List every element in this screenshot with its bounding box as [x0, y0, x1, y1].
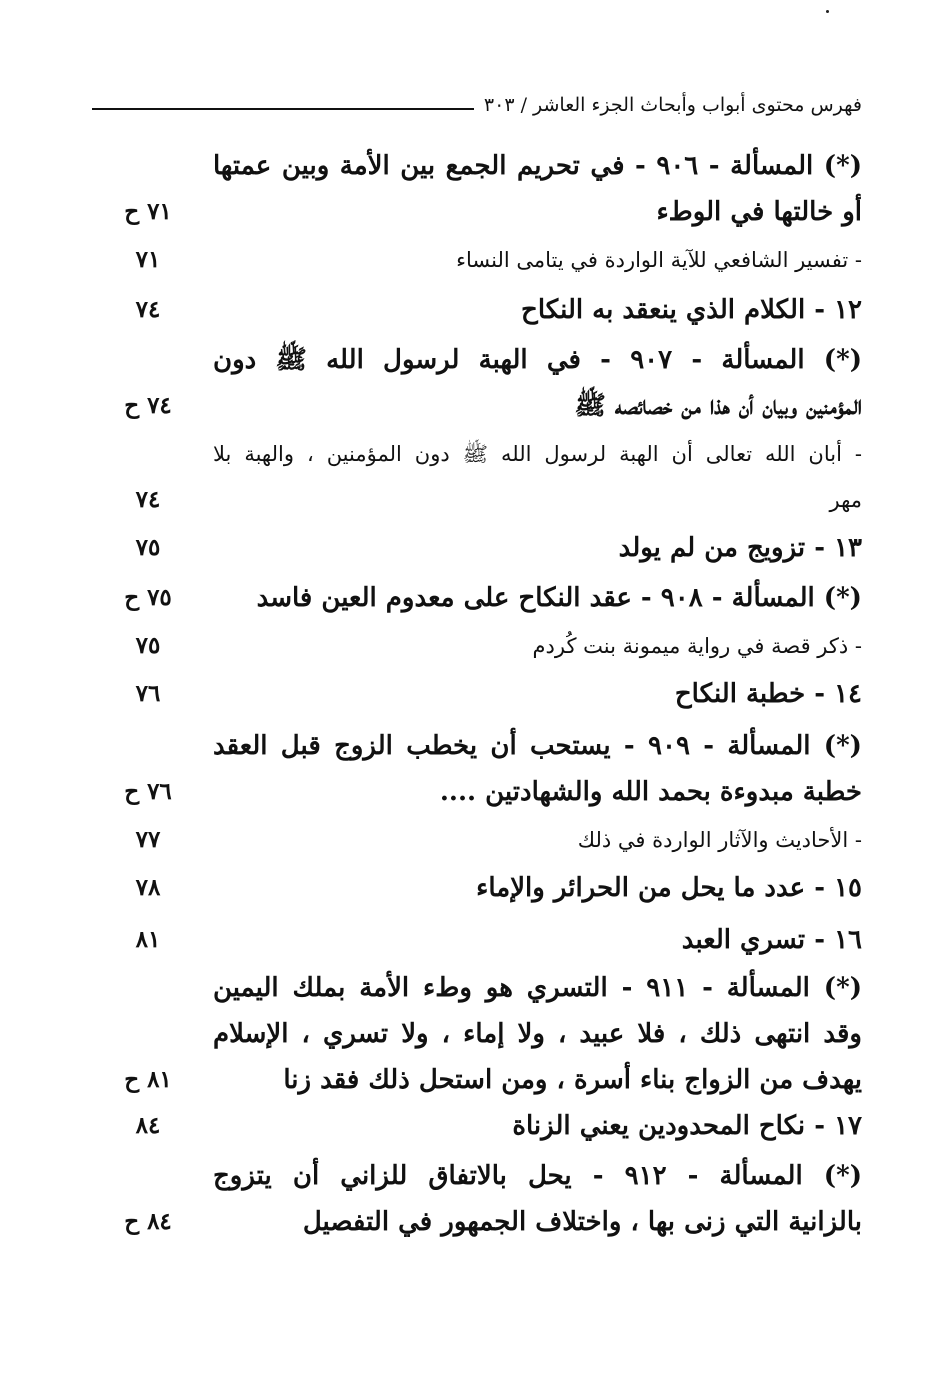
toc-entry: [0, 240, 949, 290]
toc-entry: [0, 1202, 949, 1252]
toc-entry-text: (*) المسألة - ٩١٢ - يحل بالاتفاق للزاني أن يتزوج: [213, 1161, 862, 1191]
speck-mark: [826, 10, 829, 13]
toc-entry-text: - الأحاديث والآثار الواردة في ذلك: [577, 828, 862, 852]
toc-page-number: ٧٤: [135, 486, 161, 513]
header-title: فهرس محتوى أبواب وأبحاث الجزء العاشر / ٣٠٣: [474, 94, 862, 116]
toc-entry-text: يهدف من الزواج بناء أسرة ، ومن استحل ذلك فقد زنا: [283, 1065, 862, 1095]
toc-page-number: ٨١: [135, 926, 161, 953]
toc-entry-text: - ذكر قصة في رواية ميمونة بنت كُردم: [532, 634, 862, 658]
toc-entry: [0, 146, 949, 196]
toc-entry: [0, 340, 949, 390]
toc-entry: [0, 726, 949, 776]
toc-entry-text: - تفسير الشافعي للآية الواردة في يتامى النساء: [456, 248, 862, 272]
toc-entry: [0, 1014, 949, 1064]
toc-page-number: ٧٨: [135, 874, 161, 901]
toc-entry: [0, 820, 949, 870]
toc-entry: [0, 528, 949, 578]
toc-entry-text: ١٣ - تزويج من لم يولد: [618, 533, 862, 563]
toc-entry-text: (*) المسألة - ٩١١ - التسري هو وطء الأمة بملك اليمين: [213, 973, 862, 1003]
toc-entry-text: - أبان الله تعالى أن الهبة لرسول الله ﷺ دون المؤمنين ، والهبة بلا: [213, 442, 862, 466]
toc-entry: [0, 868, 949, 918]
toc-entry: [0, 192, 949, 242]
toc-page-number: ٧٤ ح: [124, 392, 172, 419]
toc-page-number: ٧١: [135, 246, 161, 273]
toc-page-number: ٧٥: [135, 632, 161, 659]
toc-entry-text: ١٤ - خطبة النكاح: [674, 679, 862, 709]
toc-entry: [0, 386, 949, 436]
toc-entry: [0, 1060, 949, 1110]
toc-entry: [0, 1156, 949, 1206]
toc-entry: [0, 480, 949, 530]
toc-page-number: ٧٦ ح: [124, 778, 172, 805]
toc-page-number: ٧٦: [135, 680, 161, 707]
toc-page-number: ٨٤: [135, 1112, 161, 1139]
toc-entry-text: مهر: [829, 488, 862, 512]
toc-entry: [0, 290, 949, 340]
toc-entry: [0, 1106, 949, 1156]
toc-entry: [0, 626, 949, 676]
toc-entry-text: (*) المسألة - ٩٠٨ - عقد النكاح على معدوم العين فاسد: [256, 583, 862, 613]
toc-entry-text: خطبة مبدوءة بحمد الله والشهادتين ....: [439, 777, 862, 807]
toc-entry: [0, 772, 949, 822]
toc-entry: [0, 920, 949, 970]
toc-entry-text: وقد انتهى ذلك ، فلا عبيد ، ولا إماء ، ولا تسري ، الإسلام: [213, 1019, 862, 1049]
toc-entry-text: (*) المسألة - ٩٠٧ - في الهبة لرسول الله ﷺ دون: [213, 345, 862, 375]
toc-entry: [0, 434, 949, 484]
toc-entry-text: المؤمنين وبيان أن هذا من خصائصه ﷺ: [574, 391, 862, 421]
toc-entry-text: ١٢ - الكلام الذي ينعقد به النكاح: [521, 295, 862, 325]
toc-entry-text: ١٧ - نكاح المحدودين يعني الزناة: [512, 1111, 862, 1141]
toc-entry-text: ١٦ - تسري العبد: [681, 925, 862, 955]
toc-page-number: ٧٥ ح: [124, 584, 172, 611]
running-header: [92, 96, 862, 120]
toc-page-number: ٧٤: [135, 296, 161, 323]
toc-page-number: ٧٧: [135, 826, 161, 853]
toc-entry: [0, 578, 949, 628]
toc-entry: [0, 674, 949, 724]
toc-page-number: ٧١ ح: [124, 198, 172, 225]
toc-entry-text: بالزانية التي زنى بها ، واختلاف الجمهور في التفصيل: [302, 1207, 862, 1237]
toc-entry: [0, 968, 949, 1018]
toc-page-number: ٧٥: [135, 534, 161, 561]
toc-entry-text: ١٥ - عدد ما يحل من الحرائر والإماء: [476, 873, 862, 903]
toc-entry-text: (*) المسألة - ٩٠٩ - يستحب أن يخطب الزوج قبل العقد: [213, 731, 862, 761]
toc-page-number: ٨٤ ح: [124, 1208, 172, 1235]
toc-entry-text: أو خالتها في الوطء: [656, 197, 862, 227]
toc-entry-text: (*) المسألة - ٩٠٦ - في تحريم الجمع بين الأمة وبين عمتها: [213, 151, 862, 181]
toc-page-number: ٨١ ح: [124, 1066, 172, 1093]
